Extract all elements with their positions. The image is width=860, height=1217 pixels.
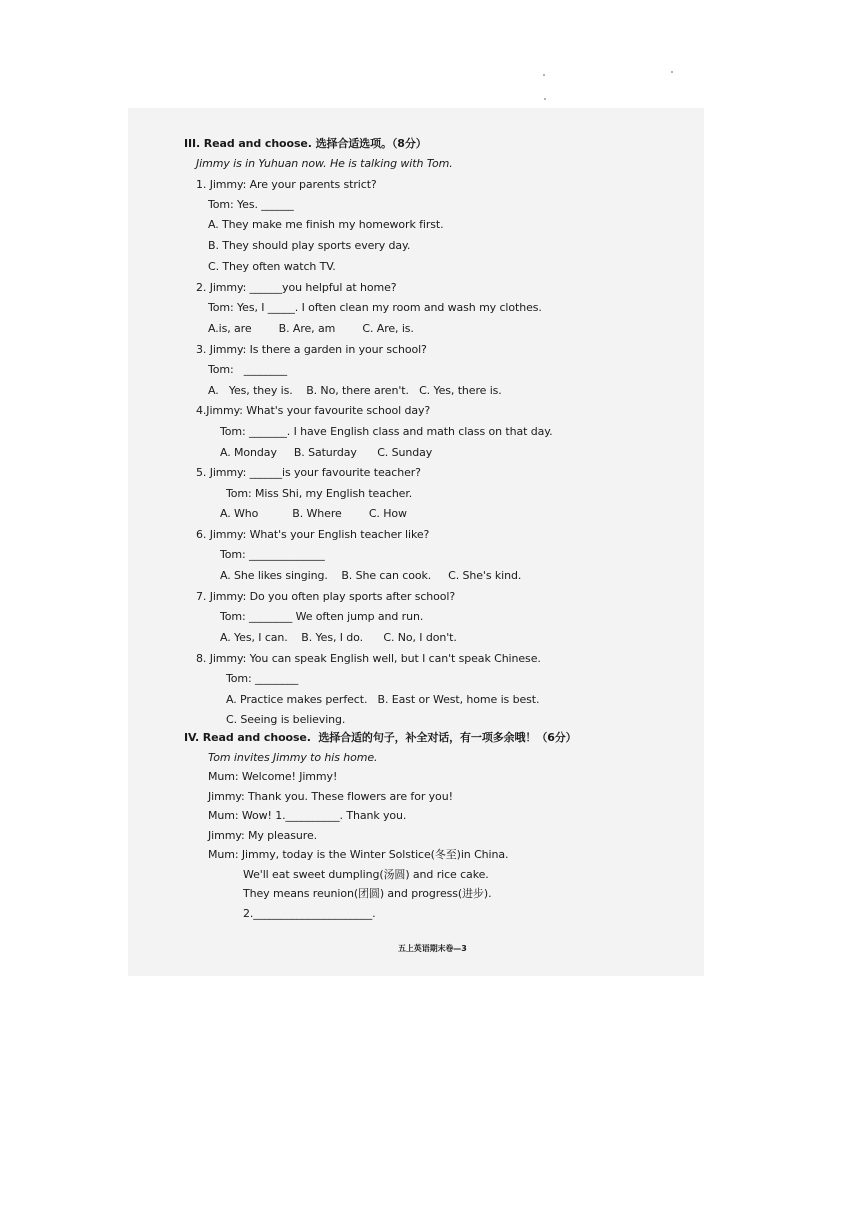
scan-speck <box>671 71 673 73</box>
section4-intro: Tom invites Jimmy to his home. <box>208 751 378 764</box>
q7-options: A. Yes, I can. B. Yes, I do. C. No, I don't. <box>220 631 457 644</box>
page-footer: 五上英语期末卷—3 <box>398 944 467 953</box>
section4-title: IV. Read and choose. 选择合适的句子，补全对话，有一项多余哦！（6分） <box>184 731 577 744</box>
q5-answer-line: Tom: Miss Shi, my English teacher. <box>226 487 413 500</box>
dialog-line: 2.______________________. <box>243 907 376 920</box>
q5-options: A. Who B. Where C. How <box>220 507 407 520</box>
q1-answer-line: Tom: Yes. ______ <box>208 198 294 211</box>
q3-options: A. Yes, they is. B. No, there aren't. C. Yes, there is. <box>208 384 502 397</box>
q6-answer-line: Tom: ______________ <box>220 548 325 561</box>
scan-speck <box>544 98 546 100</box>
q1-option-b: B. They should play sports every day. <box>208 239 411 252</box>
q6-options: A. She likes singing. B. She can cook. C. She's kind. <box>220 569 522 582</box>
q7-question: 7. Jimmy: Do you often play sports after school? <box>196 590 456 603</box>
dialog-line: We'll eat sweet dumpling(汤圆) and rice cake. <box>243 868 489 881</box>
dialog-line: Mum: Jimmy, today is the Winter Solstice(冬至)in China. <box>208 848 509 861</box>
q7-answer-line: Tom: ________ We often jump and run. <box>220 610 424 623</box>
q3-question: 3. Jimmy: Is there a garden in your school? <box>196 343 427 356</box>
q1-option-c: C. They often watch TV. <box>208 260 336 273</box>
dialog-line: Mum: Wow! 1.__________. Thank you. <box>208 809 407 822</box>
q2-question: 2. Jimmy: ______you helpful at home? <box>196 281 397 294</box>
dialog-line: Jimmy: Thank you. These flowers are for you! <box>208 790 453 803</box>
dialog-line: They means reunion(团圆) and progress(进步). <box>243 887 492 900</box>
q8-question: 8. Jimmy: You can speak English well, but I can't speak Chinese. <box>196 652 541 665</box>
section3-title: III. Read and choose. 选择合适选项。（8分） <box>184 137 427 150</box>
q4-question: 4.Jimmy: What's your favourite school day? <box>196 404 431 417</box>
section3-intro: Jimmy is in Yuhuan now. He is talking with Tom. <box>196 157 453 170</box>
q8-option-c: C. Seeing is believing. <box>226 713 346 726</box>
q1-option-a: A. They make me finish my homework first. <box>208 218 444 231</box>
scan-speck <box>543 74 545 76</box>
dialog-line: Jimmy: My pleasure. <box>208 829 318 842</box>
q3-answer-line: Tom: ________ <box>208 363 287 376</box>
q2-answer-line: Tom: Yes, I _____. I often clean my room and wash my clothes. <box>208 301 542 314</box>
q6-question: 6. Jimmy: What's your English teacher like? <box>196 528 430 541</box>
q5-question: 5. Jimmy: ______is your favourite teacher? <box>196 466 421 479</box>
dialog-line: Mum: Welcome! Jimmy! <box>208 770 338 783</box>
q8-answer-line: Tom: ________ <box>226 672 299 685</box>
q1-question: 1. Jimmy: Are your parents strict? <box>196 178 377 191</box>
q2-options: A.is, are B. Are, am C. Are, is. <box>208 322 414 335</box>
q4-options: A. Monday B. Saturday C. Sunday <box>220 446 433 459</box>
q8-options-ab: A. Practice makes perfect. B. East or West, home is best. <box>226 693 540 706</box>
q4-answer-line: Tom: _______. I have English class and math class on that day. <box>220 425 553 438</box>
